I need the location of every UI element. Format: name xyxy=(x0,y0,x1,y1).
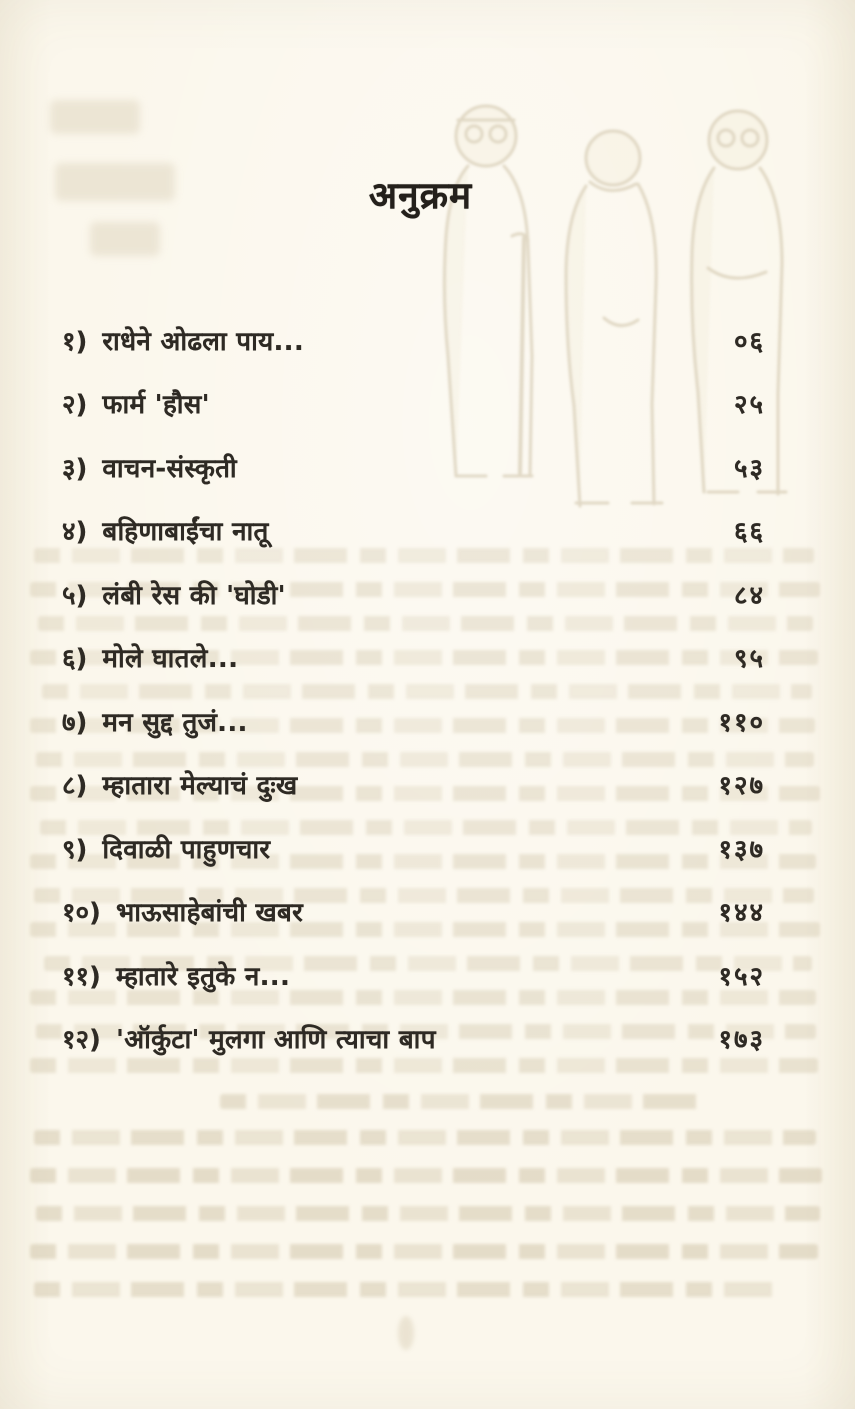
toc-row xyxy=(62,562,765,626)
toc-item-number: ५) xyxy=(62,580,88,611)
toc-item-page: ०६ xyxy=(733,326,765,357)
toc-item-title: दिवाळी पाहुणचार xyxy=(102,834,271,865)
toc-item-title: मन सुद्द तुजं... xyxy=(102,707,248,738)
toc-row xyxy=(62,435,765,499)
toc-item-page: १७३ xyxy=(718,1025,765,1056)
toc-item-page: २५ xyxy=(733,390,765,421)
toc-row xyxy=(62,499,765,563)
toc-row xyxy=(62,372,765,436)
page-title: अनुक्रम xyxy=(368,174,473,217)
toc-item-title: वाचन-संस्कृती xyxy=(102,453,237,484)
table-of-contents xyxy=(62,308,765,1070)
toc-item-number: १२) xyxy=(62,1025,101,1056)
toc-row xyxy=(62,816,765,880)
toc-item-page: १३७ xyxy=(718,834,765,865)
toc-row xyxy=(62,689,765,753)
toc-row xyxy=(62,626,765,690)
toc-item-number: १) xyxy=(62,326,88,357)
toc-item-number: ७) xyxy=(62,707,88,738)
toc-item-title: 'ऑर्कुटा' मुलगा आणि त्याचा बाप xyxy=(115,1025,436,1056)
toc-item-title: राधेने ओढला पाय... xyxy=(102,326,305,357)
toc-row xyxy=(62,880,765,944)
toc-item-number: ३) xyxy=(62,453,88,484)
toc-row xyxy=(62,1007,765,1071)
toc-item-page: ११० xyxy=(718,707,765,738)
toc-item-page: ९५ xyxy=(733,644,765,675)
toc-item-number: १०) xyxy=(62,898,101,929)
toc-item-number: ४) xyxy=(62,517,88,548)
toc-item-page: ६६ xyxy=(733,517,765,548)
toc-item-number: २) xyxy=(62,390,88,421)
toc-item-title: बहिणाबाईंचा नातू xyxy=(102,517,269,548)
toc-item-page: १२७ xyxy=(718,771,765,802)
toc-row xyxy=(62,943,765,1007)
toc-item-title: मोले घातले... xyxy=(102,644,239,675)
toc-item-page: १४४ xyxy=(718,898,765,929)
toc-item-number: ६) xyxy=(62,644,88,675)
toc-row xyxy=(62,308,765,372)
toc-row xyxy=(62,753,765,817)
toc-item-title: भाऊसाहेबांची खबर xyxy=(115,898,304,929)
toc-item-page: ५३ xyxy=(733,453,765,484)
toc-item-title: लंबी रेस की 'घोडी' xyxy=(102,580,286,611)
toc-item-number: ८) xyxy=(62,771,88,802)
toc-item-page: ८४ xyxy=(733,580,765,611)
toc-item-number: ९) xyxy=(62,834,88,865)
toc-item-title: फार्म 'हौस' xyxy=(102,390,210,421)
toc-item-title: म्हातारे इतुके न... xyxy=(115,961,291,992)
toc-item-number: ११) xyxy=(62,961,101,992)
toc-item-page: १५२ xyxy=(718,961,765,992)
toc-item-title: म्हातारा मेल्याचं दुःख xyxy=(102,771,298,802)
